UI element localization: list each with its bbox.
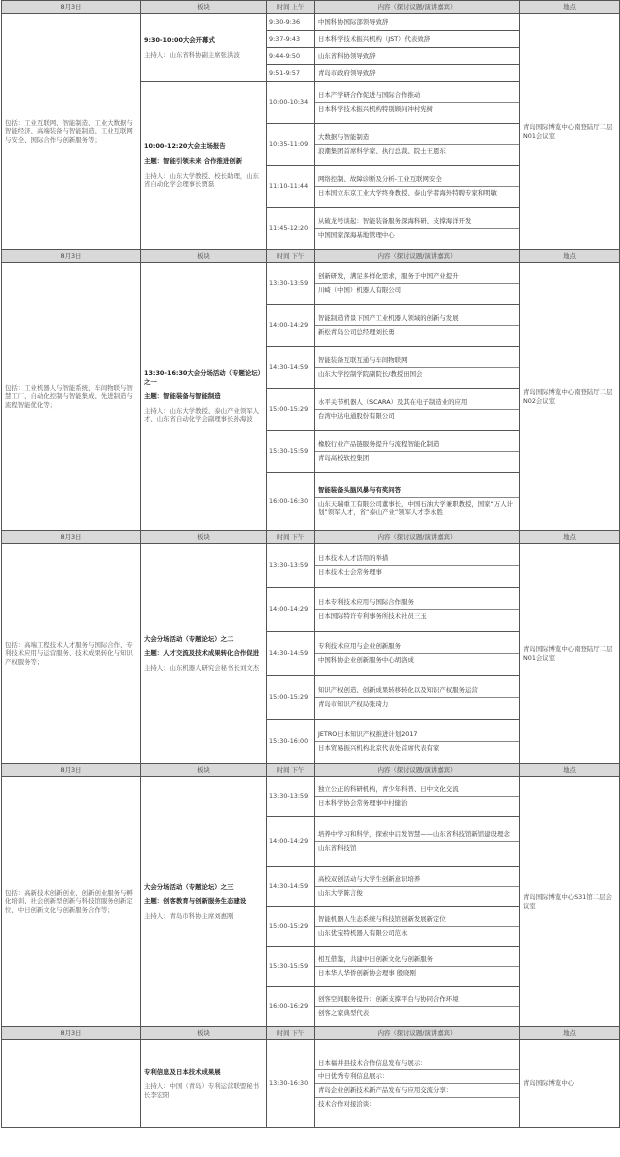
forum-block <box>141 777 267 1027</box>
content-line: 日本福井县技术合作信息发布与展示： <box>318 1058 427 1067</box>
venue-header: 地点 <box>520 250 620 263</box>
date-header: 8月3日 <box>2 764 141 777</box>
content-line: 中国科协国际部领导致辞 <box>318 17 389 26</box>
content-line: 创新研发，满足多样化需求，服务于中国产业提升 <box>318 272 459 281</box>
content-line: 青岛企业创新技术新产品发布与应用交流分享： <box>315 1083 519 1097</box>
time-cell: 13:30-13:59 <box>267 263 315 305</box>
time-cell: 15:00-15:29 <box>267 907 315 947</box>
content-line: 青岛市知识产权局张琦力 <box>315 697 519 711</box>
content-line: 日本国际特许专利事务所技术社员三玉 <box>315 609 519 623</box>
content-line: 技术合作对接洽谈： <box>315 1097 519 1111</box>
content-cell <box>315 305 520 347</box>
content-cell <box>315 208 520 250</box>
table-row <box>2 263 620 305</box>
section-header <box>2 1027 620 1040</box>
content-cell <box>315 65 520 82</box>
content-line: 橡胶行业产品链服务提升与流程智能化制造 <box>318 440 440 449</box>
content-line: 日本国立东京工业大学终身教授、泰山学者海外特聘专家和明敏 <box>315 186 519 200</box>
block-header: 板块 <box>141 1027 267 1040</box>
content-cell <box>315 1040 520 1128</box>
venue-header: 地点 <box>520 1 620 14</box>
time-cell: 10:35-11:09 <box>267 124 315 166</box>
content-line: 智能制造背景下国产工业机器人领域的创新与发展 <box>318 314 459 323</box>
section-intro: 包括：工业互联网、智能制造、工业大数据与智能经济、高端装备与智能制造、工业互联网与安全、国际合作与创新服务等； <box>2 14 141 250</box>
report-block <box>141 82 267 250</box>
content-header: 内容（探讨议题/演讲嘉宾） <box>315 1027 520 1040</box>
section-venue: 青岛国际博览中心南登陆厅二层N02会议室 <box>520 263 620 531</box>
venue-header: 地点 <box>520 531 620 544</box>
date-header: 8月3日 <box>2 250 141 263</box>
table-row <box>2 777 620 817</box>
time-header: 时间 下午 <box>267 250 315 263</box>
content-line: 独立公正的科研机构，青少年科普、日中文化交流 <box>318 785 459 794</box>
time-cell: 15:30-15:59 <box>267 947 315 987</box>
content-cell <box>315 431 520 473</box>
time-cell: 14:30-14:59 <box>267 347 315 389</box>
time-header: 时间 下午 <box>267 531 315 544</box>
content-cell <box>315 48 520 65</box>
content-cell <box>315 347 520 389</box>
opening-block <box>141 14 267 82</box>
time-header: 时间 下午 <box>267 764 315 777</box>
section-intro: 包括：高新技术创新创业、创新创业服务与孵化培训、社会创新型创新与科技馆服务创新定位、中日创新文化与创新服务合作等； <box>2 777 141 1027</box>
content-cell <box>315 473 520 531</box>
table-row <box>2 14 620 31</box>
content-line: 中日优秀专利信息展示： <box>315 1069 519 1083</box>
forum-title: 13:30-16:30大会分场活动（专题论坛）之一 <box>144 368 261 386</box>
opening-title: 9:30-10:00大会开幕式 <box>144 35 215 44</box>
time-cell: 9:37-9:43 <box>267 31 315 48</box>
table-row <box>2 544 620 588</box>
content-line: JETRO日本知识产权推进计划2017 <box>318 730 418 739</box>
time-cell: 13:30-16:30 <box>267 1040 315 1128</box>
time-cell: 11:10-11:44 <box>267 166 315 208</box>
section-intro: 包括：工业机器人与智能系统、车间物联与智慧工厂、自动化控制与智能集成、先进制造与流程智能优化等； <box>2 263 141 531</box>
content-line: 智能机器人生态系统与科技馆创新发展新定位 <box>318 915 446 924</box>
content-line: 网络控制、故障诊断及分析-工业互联网安全 <box>318 175 442 184</box>
content-cell <box>315 124 520 166</box>
content-line: 山东省科协领导致辞 <box>318 51 376 60</box>
time-cell: 9:44-9:50 <box>267 48 315 65</box>
content-line: 浪潮集团首席科学家、执行总裁、院士王恩东 <box>315 144 519 158</box>
schedule-table <box>1 0 620 1128</box>
content-line: 台湾中达电通股份有限公司 <box>315 409 519 423</box>
time-header: 时间 上午 <box>267 1 315 14</box>
exhibit-title: 专利信息及日本技术成果展 <box>144 1067 221 1076</box>
section-venue: 青岛国际博览中心S31馆二层会议室 <box>520 777 620 1027</box>
content-line: 山东大学陈言俊 <box>315 886 519 900</box>
content-line: 山东大学控制学院副院长/教授田国会 <box>315 367 519 381</box>
exhibit-block <box>141 1040 267 1128</box>
section-intro <box>2 1040 141 1128</box>
content-line: 山东天瑞重工有限公司董事长，中国石油大学兼职教授，国家“万人计划”领军人才，省“泰山产业”领军人才李永胜 <box>315 497 519 519</box>
content-line: 大数据与智能制造 <box>318 133 370 142</box>
content-cell <box>315 588 520 632</box>
content-cell <box>315 777 520 817</box>
content-line: 中国国家深海基地管理中心 <box>315 228 519 242</box>
forum-theme: 主题：人才交流及技术成果转化合作促进 <box>144 649 260 658</box>
content-cell <box>315 987 520 1027</box>
content-cell <box>315 907 520 947</box>
content-cell <box>315 720 520 764</box>
content-cell <box>315 947 520 987</box>
opening-host: 主持人：山东省科协副主席张洪波 <box>144 50 240 59</box>
content-header: 内容（探讨议题/演讲嘉宾） <box>315 531 520 544</box>
content-line: 日本贸易振兴机构北京代表处首席代表有家 <box>315 741 519 755</box>
report-theme: 主题：智能引领未来 合作推进创新 <box>144 156 243 165</box>
block-header: 板块 <box>141 531 267 544</box>
time-cell: 16:00-16:30 <box>267 473 315 531</box>
content-line: 日本科学协会常务理事中村健治 <box>315 796 519 810</box>
forum-theme: 主题：创客教育与创新服务生态建设 <box>144 897 247 906</box>
content-line: 智能装备头脑风暴与有奖问答 <box>318 486 402 495</box>
time-cell: 14:00-14:29 <box>267 588 315 632</box>
content-header: 内容（探讨议题/演讲嘉宾） <box>315 250 520 263</box>
content-line: 日本科学技术振兴机构（JST）代表致辞 <box>318 34 431 43</box>
forum-host: 主持人：山东机器人研究会秘书长刘文杰 <box>144 663 260 672</box>
content-line: 高校双创活动与大学生创新意识培养 <box>318 875 421 884</box>
content-line: 智能装备互联互通与车间物联网 <box>318 356 408 365</box>
content-line: 相互借鉴，共建中日创新文化与创新服务 <box>318 955 434 964</box>
forum-title: 大会分场活动（专题论坛）之二 <box>144 634 234 643</box>
content-cell <box>315 817 520 867</box>
time-cell: 15:00-15:29 <box>267 676 315 720</box>
section-header <box>2 1 620 14</box>
date-header: 8月3日 <box>2 531 141 544</box>
content-cell <box>315 544 520 588</box>
section-venue: 青岛国际博览中心 <box>520 1040 620 1128</box>
time-cell: 9:30-9:36 <box>267 14 315 31</box>
content-line: 知识产权创造、创新成果转移转化以及知识产权服务运营 <box>318 686 478 695</box>
venue-header: 地点 <box>520 764 620 777</box>
content-line: 创客空间服务提升：创新支撑平台与协同合作环境 <box>318 995 459 1004</box>
content-line: 日本技术士会常务理事 <box>315 565 519 579</box>
content-line: 日本技术人才活用的举措 <box>318 554 389 563</box>
forum-block <box>141 263 267 531</box>
exhibit-host: 主持人：中国（青岛）专利运营联盟秘书长李宏阳 <box>144 1082 260 1099</box>
forum-block <box>141 544 267 764</box>
venue-header: 地点 <box>520 1027 620 1040</box>
content-line: 培养中学习和科学，探索中启发智慧——山东省科技馆新馆建设理念 <box>318 830 510 839</box>
content-line: 青岛市政府领导致辞 <box>318 68 376 77</box>
content-header: 内容（探讨议题/演讲嘉宾） <box>315 764 520 777</box>
time-cell: 14:00-14:29 <box>267 817 315 867</box>
content-cell <box>315 389 520 431</box>
content-cell <box>315 867 520 907</box>
section-venue: 青岛国际博览中心南登陆厅二层N01会议室 <box>520 544 620 764</box>
time-cell: 14:30-14:59 <box>267 867 315 907</box>
content-line: 川崎（中国）机器人有限公司 <box>315 283 519 297</box>
forum-theme: 主题：智能装备与智能制造 <box>144 392 221 401</box>
content-line: 山东优宝特机器人有限公司范永 <box>315 926 519 940</box>
time-cell: 15:00-15:29 <box>267 389 315 431</box>
time-header: 时间 下午 <box>267 1027 315 1040</box>
content-cell <box>315 82 520 124</box>
block-header: 板块 <box>141 1 267 14</box>
content-line: 山东省科技馆 <box>315 841 519 855</box>
block-header: 板块 <box>141 764 267 777</box>
content-cell <box>315 263 520 305</box>
content-line: 水平关节机器人（SCARA）及其在电子制造业的应用 <box>318 398 468 407</box>
section-header <box>2 531 620 544</box>
report-title: 10:00-12:20大会主场报告 <box>144 142 226 151</box>
content-line: 从破龙号谈起：智能装备服务深海科研、支撑海洋开发 <box>318 217 472 226</box>
content-header: 内容（探讨议题/演讲嘉宾） <box>315 1 520 14</box>
time-cell: 16:00-16:29 <box>267 987 315 1027</box>
content-line: 新松青岛公司总经理刘长勇 <box>315 325 519 339</box>
content-line: 创客之家典型代表 <box>315 1006 519 1020</box>
time-cell: 14:00-14:29 <box>267 305 315 347</box>
block-header: 板块 <box>141 250 267 263</box>
time-cell: 14:30-14:59 <box>267 632 315 676</box>
section-header <box>2 764 620 777</box>
forum-host: 主持人：青岛市科协主席刘惠刚 <box>144 911 234 920</box>
section-intro: 包括：高端工程技术人才服务与国际合作、专利技术应用与运营服务、技术成果转化与知识产权服务等； <box>2 544 141 764</box>
time-cell: 9:51-9:57 <box>267 65 315 82</box>
section-header <box>2 250 620 263</box>
content-line: 中国科协企业创新服务中心胡洛成 <box>315 653 519 667</box>
time-cell: 13:30-13:59 <box>267 777 315 817</box>
forum-host: 主持人：山东大学教授、泰山产业领军人才、山东省自动化学会副理事长孙海波 <box>144 406 260 424</box>
content-cell <box>315 31 520 48</box>
content-line: 日本华人华侨创新协会理事 殷晓刚 <box>315 966 519 980</box>
time-cell: 11:45-12:20 <box>267 208 315 250</box>
content-cell <box>315 166 520 208</box>
report-host: 主持人：山东大学教授、校长助理，山东省自动化学会理事长贾磊 <box>144 171 260 189</box>
time-cell: 13:30-13:59 <box>267 544 315 588</box>
content-cell <box>315 632 520 676</box>
forum-title: 大会分场活动（专题论坛）之三 <box>144 882 234 891</box>
time-cell: 10:00-10:34 <box>267 82 315 124</box>
date-header: 8月3日 <box>2 1 141 14</box>
content-cell <box>315 14 520 31</box>
date-header: 8月3日 <box>2 1027 141 1040</box>
content-line: 青岛高校软控集团 <box>315 451 519 465</box>
content-line: 日本专利技术应用与国际合作服务 <box>318 598 414 607</box>
content-line: 日本科学技术振兴机构特别顾问冲村宪树 <box>315 102 519 116</box>
section-venue: 青岛国际博览中心南登陆厅二层N01会议室 <box>520 14 620 250</box>
content-cell <box>315 676 520 720</box>
time-cell: 15:30-15:59 <box>267 431 315 473</box>
time-cell: 15:30-16:00 <box>267 720 315 764</box>
table-row <box>2 1040 620 1128</box>
content-line: 专利技术应用与企业创新服务 <box>318 642 402 651</box>
content-line: 日本产学研合作促进与国际合作推动 <box>318 91 421 100</box>
